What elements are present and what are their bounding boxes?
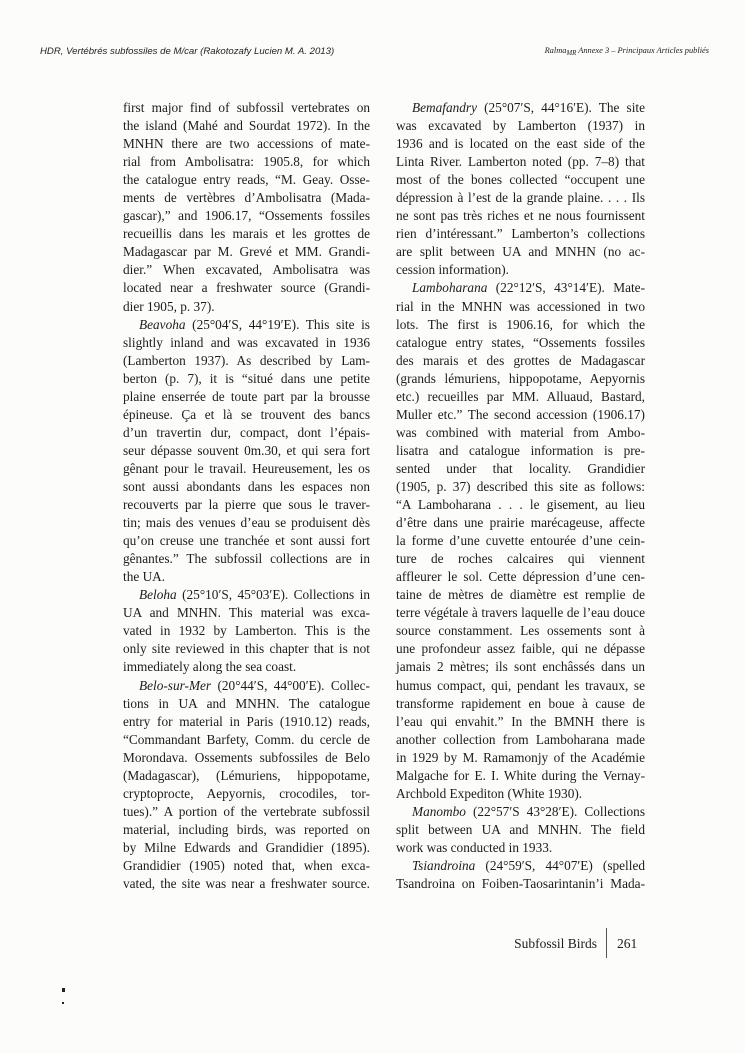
right-line: lots. The first is 1906.16, for which the bbox=[396, 316, 645, 332]
right-line: Muller etc.” The second accession (1906.17) bbox=[396, 406, 645, 422]
left-line: tin; mais des venues d’eau se produisent dès bbox=[123, 515, 370, 531]
left-line: Morondava. Ossements subfossiles de Belo bbox=[123, 749, 370, 765]
right-line: etc.) recueilles par MM. Alluaud, Bastard, bbox=[396, 388, 645, 404]
left-line: gênant pour le travail. Heureusement, les os bbox=[123, 460, 370, 476]
left-line: gênantes.” The subfossil collections are in bbox=[123, 551, 370, 567]
left-line: dier 1905, p. 37). bbox=[123, 298, 215, 314]
left-line: MNHN there are two accessions of mate- bbox=[123, 136, 370, 152]
site-name: Bemafandry bbox=[412, 100, 477, 115]
right-line-text: (24°59′S, 44°07′E) (spelled bbox=[475, 857, 645, 873]
left-line: recouverts par la pierre que sous le traver- bbox=[123, 497, 370, 513]
left-line-text: (25°04′S, 44°19′E). This site is bbox=[185, 316, 370, 332]
right-line bbox=[396, 803, 645, 821]
scan-speck bbox=[62, 988, 65, 992]
site-name: Tsiandroina bbox=[412, 857, 476, 873]
header-annex-text: Annexe 3 – Principaux Articles publiés bbox=[576, 46, 709, 55]
left-line: cryptoprocte, Aepyornis, crocodiles, tor- bbox=[123, 785, 370, 801]
right-line: des marais et des grottes de Madagascar bbox=[396, 352, 645, 368]
right-line: are split between UA and MNHN (no ac- bbox=[396, 244, 645, 260]
left-line: material, including birds, was reported on bbox=[123, 821, 370, 837]
left-line: rial from Ambolisatra: 1905.8, for which bbox=[123, 154, 370, 170]
right-line: catalogue entry states, “Ossements fossiles bbox=[396, 334, 645, 350]
right-line-text: (22°12′S, 43°14′E). Mate- bbox=[487, 280, 645, 296]
right-line: jamais 2 mètres; ils sont enchâssés dans un bbox=[396, 659, 645, 675]
right-line: affleurer le sol. Cette dépression d’une cen- bbox=[396, 569, 645, 585]
right-line bbox=[396, 279, 645, 297]
left-line: seur dépasse souvent 0m.30, et qui sera fort bbox=[123, 442, 370, 458]
right-line: cession information). bbox=[396, 262, 509, 278]
header-brand: Ralma bbox=[544, 46, 567, 55]
right-line: Archbold Expediton (White 1930). bbox=[396, 785, 583, 801]
left-line: UA and MNHN. This material was exca- bbox=[123, 605, 370, 621]
left-line: located near a freshwater source (Grandi- bbox=[123, 280, 370, 296]
right-line: “A Lamboharana . . . le gisement, au lieu bbox=[396, 497, 645, 513]
right-line-text: (25°07′S, 44°16′E). The site bbox=[477, 100, 645, 115]
left-line: entry for material in Paris (1910.12) reads, bbox=[123, 713, 370, 729]
right-line: transforme rapidement en boue à cause de bbox=[396, 695, 645, 711]
right-line-text: (22°57′S 43°28′E). Collections bbox=[465, 803, 645, 819]
left-line: first major find of subfossil vertebrates on bbox=[123, 100, 370, 115]
left-line bbox=[123, 586, 370, 604]
site-name: Beloha bbox=[139, 587, 177, 603]
left-line: slightly inland and was excavated in 1936 bbox=[123, 334, 370, 350]
left-line: the catalogue entry reads, “M. Geay. Osse- bbox=[123, 172, 370, 188]
left-line: plaine enserrée de toute part par la brousse bbox=[123, 388, 370, 404]
right-line: (grands lémuriens, hippopotame, Aepyornis bbox=[396, 370, 645, 386]
right-line: was combined with material from Ambo- bbox=[396, 424, 645, 440]
site-name: Manombo bbox=[412, 803, 466, 819]
right-line: Tsandroina on Foiben-Taosarintanin’i Mada- bbox=[396, 876, 645, 892]
left-line: (Madagascar), (Lémuriens, hippopotame, bbox=[123, 767, 370, 783]
left-line: gascar),” and 1906.17, “Ossements fossiles bbox=[123, 208, 370, 224]
scan-artifacts bbox=[62, 988, 65, 1014]
left-line: sont aussi abondants dans les espaces non bbox=[123, 478, 370, 494]
site-name: Beavoha bbox=[139, 316, 186, 332]
right-line: ne sont pas très riches et ne nous fournissent bbox=[396, 208, 645, 224]
left-line: berton (p. 7), it is “situé dans une petite bbox=[123, 370, 370, 386]
right-line: taine de mètres de diamètre est remplie de bbox=[396, 587, 645, 603]
right-line: rial in the MNHN was accessioned in two bbox=[396, 298, 645, 314]
left-line: vated, the site was near a freshwater source. bbox=[123, 876, 370, 892]
right-line: rien d’intéressant.” Lamberton’s collections bbox=[396, 226, 645, 242]
left-line: only site reviewed in this chapter that is not bbox=[123, 641, 370, 657]
left-line: tions in UA and MNHN. The catalogue bbox=[123, 695, 370, 711]
right-line: in 1929 by M. Ramamonjy of the Académie bbox=[396, 749, 645, 765]
left-line: the island (Mahé and Sourdat 1972). In the bbox=[123, 118, 370, 134]
right-line: 1936 and is located on the east side of the bbox=[396, 136, 645, 152]
left-line: “Commandant Barfety, Comm. du cercle de bbox=[123, 731, 370, 747]
left-line: vated in 1932 by Lamberton. This is the bbox=[123, 623, 370, 639]
left-line: d’un travertin dur, compact, dont l’épais- bbox=[123, 424, 370, 440]
right-line: most of the bones collected “occupent une bbox=[396, 172, 645, 188]
site-name: Lamboharana bbox=[412, 280, 488, 296]
page-number: 261 bbox=[617, 936, 638, 951]
right-line: terre végétale à travers laquelle de l’eau douce bbox=[396, 605, 645, 621]
right-line: d’être dans une prairie marécageuse, affecte bbox=[396, 515, 645, 531]
right-line: l’eau qui envahit.” In the BMNH there is bbox=[396, 713, 645, 729]
left-line: ments de vertèbres d’Ambolisatra (Mada- bbox=[123, 190, 370, 206]
right-line: split between UA and MNHN. The field bbox=[396, 821, 645, 837]
left-line: Madagascar par M. Grevé et MM. Grandi- bbox=[123, 244, 370, 260]
right-line: source constamment. Les ossements sont à bbox=[396, 623, 645, 639]
left-line: (Lamberton 1937). As described by Lam- bbox=[123, 352, 370, 368]
left-line: by Milne Edwards and Grandidier (1895). bbox=[123, 839, 370, 855]
left-line: Grandidier (1905) noted that, when exca- bbox=[123, 857, 370, 873]
right-text-column bbox=[396, 99, 645, 893]
left-line-text: (25°10′S, 45°03′E). Collections in bbox=[176, 587, 370, 603]
left-line-text: (20°44′S, 44°00′E). Collec- bbox=[211, 677, 370, 693]
right-line: work was conducted in 1933. bbox=[396, 839, 553, 855]
right-line: ture de roches calcaires qui viennent bbox=[396, 551, 645, 567]
right-line: une profondeur assez faible, qui ne dépasse bbox=[396, 641, 645, 657]
right-line: humus compact, qui, pendant les travaux, se bbox=[396, 677, 645, 693]
right-line: was excavated by Lamberton (1937) in bbox=[396, 118, 645, 134]
left-line: dier.” When excavated, Ambolisatra was bbox=[123, 262, 370, 278]
left-line: recueillis dans les marais et les grottes de bbox=[123, 226, 370, 242]
header-brand-subscript: MR bbox=[566, 50, 577, 57]
right-line bbox=[396, 857, 645, 875]
left-line: tues).” A portion of the vertebrate subfossil bbox=[123, 803, 370, 819]
right-line: another collection from Lamboharana made bbox=[396, 731, 645, 747]
right-line: Malgache for E. I. White during the Vernay- bbox=[396, 767, 645, 783]
site-name: Belo-sur-Mer bbox=[139, 677, 212, 693]
left-line: the UA. bbox=[123, 569, 166, 585]
running-header-left: HDR, Vertébrés subfossiles de M/car (Rakotozafy Lucien M. A. 2013) bbox=[40, 46, 335, 57]
scan-speck bbox=[62, 1002, 64, 1004]
right-line: lisatra and catalogue information is pre- bbox=[396, 442, 645, 458]
right-line: sented under that locality. Grandidier bbox=[396, 460, 645, 476]
running-header-right bbox=[545, 46, 709, 55]
left-line bbox=[123, 677, 370, 695]
left-line bbox=[123, 316, 370, 334]
footer-section-title: Subfossil Birds bbox=[514, 936, 597, 951]
left-line: épineuse. Ça et là se trouvent des bancs bbox=[123, 406, 370, 422]
left-line: qu’on creuse une tranchée et sont aussi fort bbox=[123, 533, 370, 549]
right-line bbox=[396, 99, 645, 117]
left-line: immediately along the sea coast. bbox=[123, 659, 297, 675]
footer-divider bbox=[606, 928, 607, 958]
right-line: dépression à l’est de la grande plaine. . . . Ils bbox=[396, 190, 645, 206]
right-line: (1905, p. 37) described this site as follows: bbox=[396, 478, 645, 494]
right-line: la forme d’une cuvette entourée d’une cein- bbox=[396, 533, 645, 549]
left-text-column bbox=[123, 99, 370, 893]
right-line: Linta River. Lamberton noted (pp. 7–8) that bbox=[396, 154, 645, 170]
